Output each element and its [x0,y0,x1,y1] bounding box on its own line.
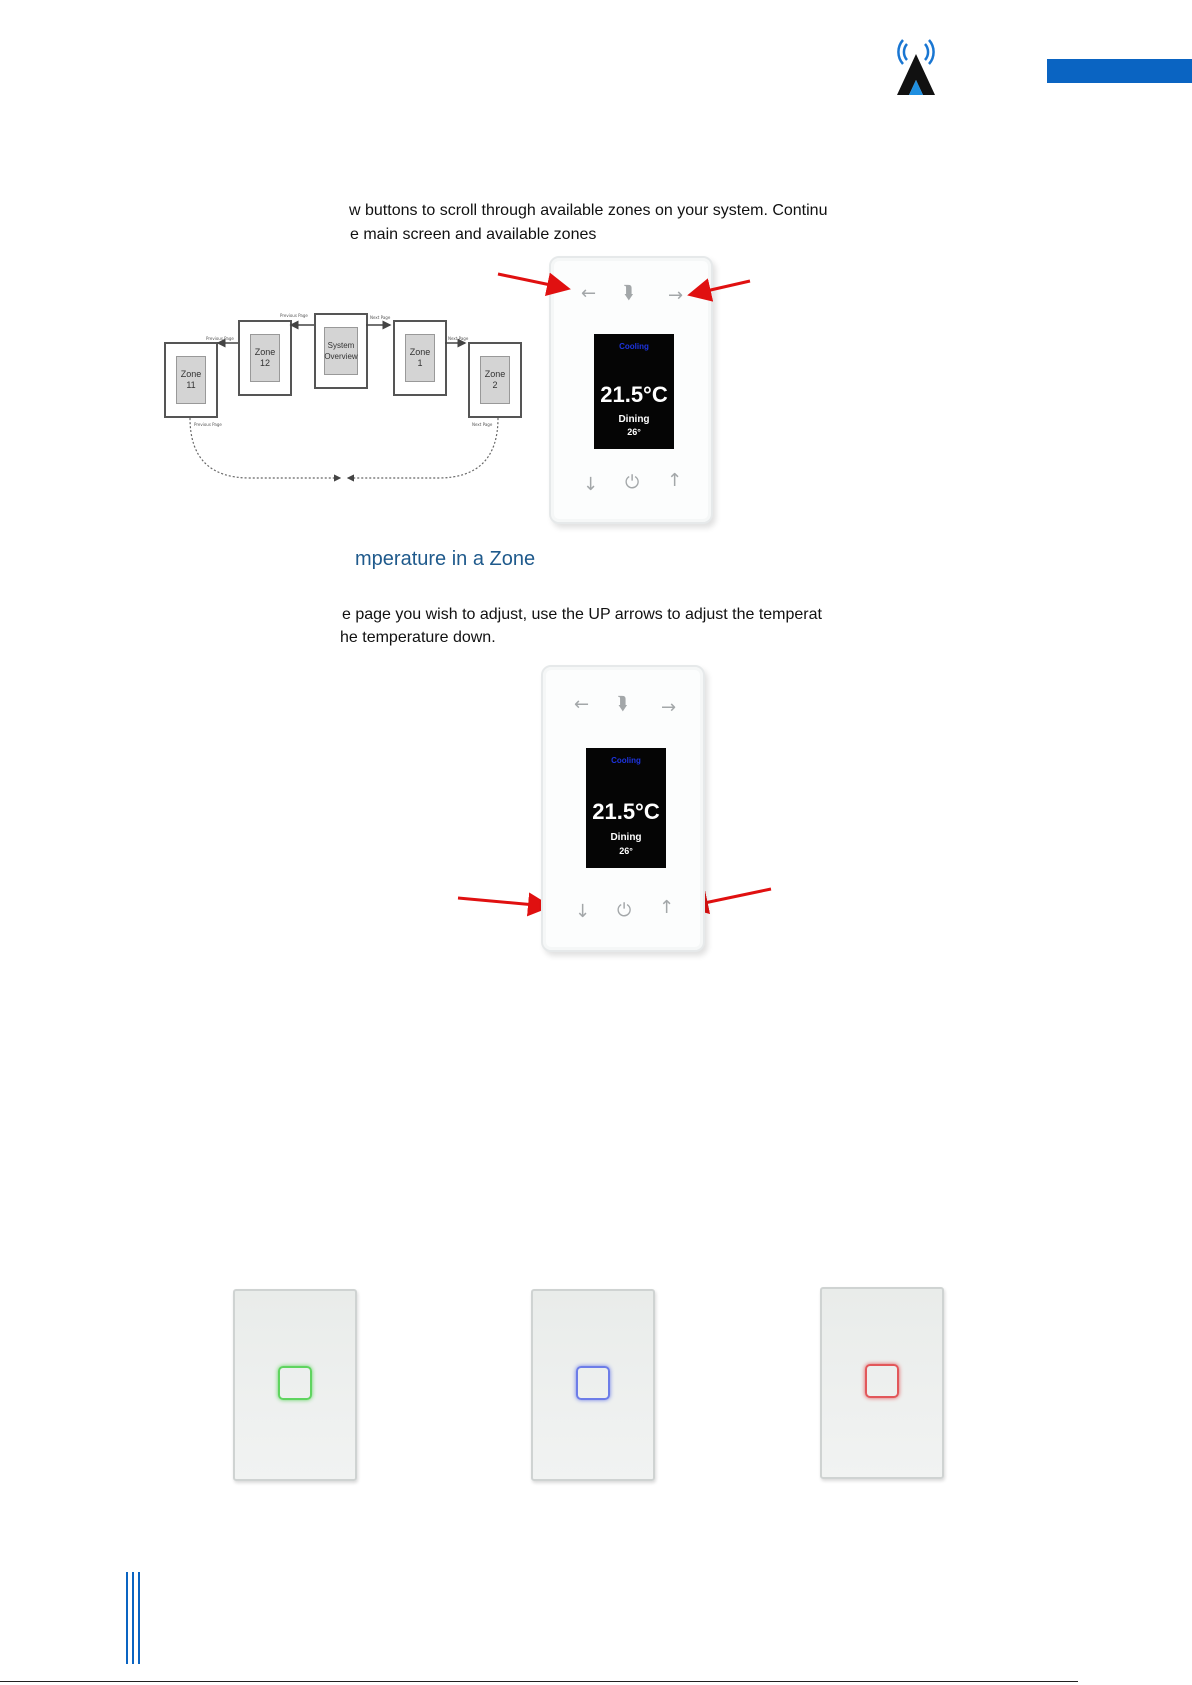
tower-antenna-icon [893,34,939,96]
switch-indicator[interactable] [278,1366,312,1400]
diagram-arrows [160,300,530,490]
wall-switch [820,1287,944,1479]
arrow-up-icon[interactable]: ↑ [667,470,683,491]
zone-label: Zone [484,369,506,379]
next-page-label: Next Page [370,315,391,320]
loop-arrow [190,418,340,478]
wall-switch [233,1289,357,1481]
prev-page-label: Previous Page [206,336,234,341]
section2-text-line1: e page you wish to adjust, use the UP arrows to adjust the temperat [342,606,822,623]
temperature-display: 21.5°C [592,799,660,824]
thermostat-screen [594,334,674,449]
thermostat-device [549,256,713,524]
section2-heading: mperature in a Zone [355,548,536,570]
power-icon[interactable]: ⏻ [617,900,632,921]
zone-number: Overview [324,352,358,361]
logo [893,34,939,96]
thermostat-screen [586,748,666,868]
footer-vertical-rules [126,1572,142,1664]
footer-rule [126,1572,128,1664]
header-accent-bar [1047,59,1192,83]
zone-name: Dining [618,414,650,425]
zone-label: Zone [409,347,431,357]
wall-switch [531,1289,655,1481]
next-page-label: Next Page [472,422,493,427]
prev-page-label: Previous Page [280,313,308,318]
section1-text-line2: e main screen and available zones [350,226,597,243]
zone-number: 1 [417,358,423,368]
footer-rule [138,1572,140,1664]
zone-navigation-diagram [160,300,530,490]
footer-horizontal-rule [0,1681,1078,1682]
loop-arrow [348,418,498,478]
next-page-label: Next Page [448,336,469,341]
arrow-left-icon[interactable]: ← [581,283,597,304]
arrow-left-icon[interactable]: ← [574,694,590,715]
footer-rule [132,1572,134,1664]
arrow-right-icon[interactable]: → [661,697,677,718]
section2-text-line2: he temperature down. [340,629,496,646]
mode-label: Cooling [611,756,641,765]
switch-indicator[interactable] [576,1366,610,1400]
arrow-down-icon[interactable]: ↓ [583,474,599,495]
arrow-up-icon[interactable]: ↑ [659,897,675,918]
red-pointer-arrow [458,898,546,906]
section1-text-line1: w buttons to scroll through available zones on your system. Continu [349,202,828,219]
arrow-down-icon[interactable]: ↓ [575,901,591,922]
arrow-right-icon[interactable]: → [668,285,684,306]
setpoint: 26° [619,846,633,856]
power-icon[interactable]: ⏻ [625,472,640,493]
enter-icon[interactable]: ⮯ [623,282,634,303]
zone-number: 2 [492,380,498,390]
zone-name: Dining [610,832,642,843]
zone-label: Zone [254,347,276,357]
zone-number: 12 [259,358,270,368]
mode-label: Cooling [619,342,649,351]
prev-page-label: Previous Page [194,422,222,427]
zone-number: 11 [186,380,196,390]
switch-indicator[interactable] [865,1364,899,1398]
enter-icon[interactable]: ⮯ [617,693,628,714]
zone-label: Zone [180,369,202,379]
thermostat-device [541,665,705,952]
temperature-display: 21.5°C [600,382,668,407]
zone-label: System [327,341,355,350]
setpoint: 26° [627,427,641,437]
